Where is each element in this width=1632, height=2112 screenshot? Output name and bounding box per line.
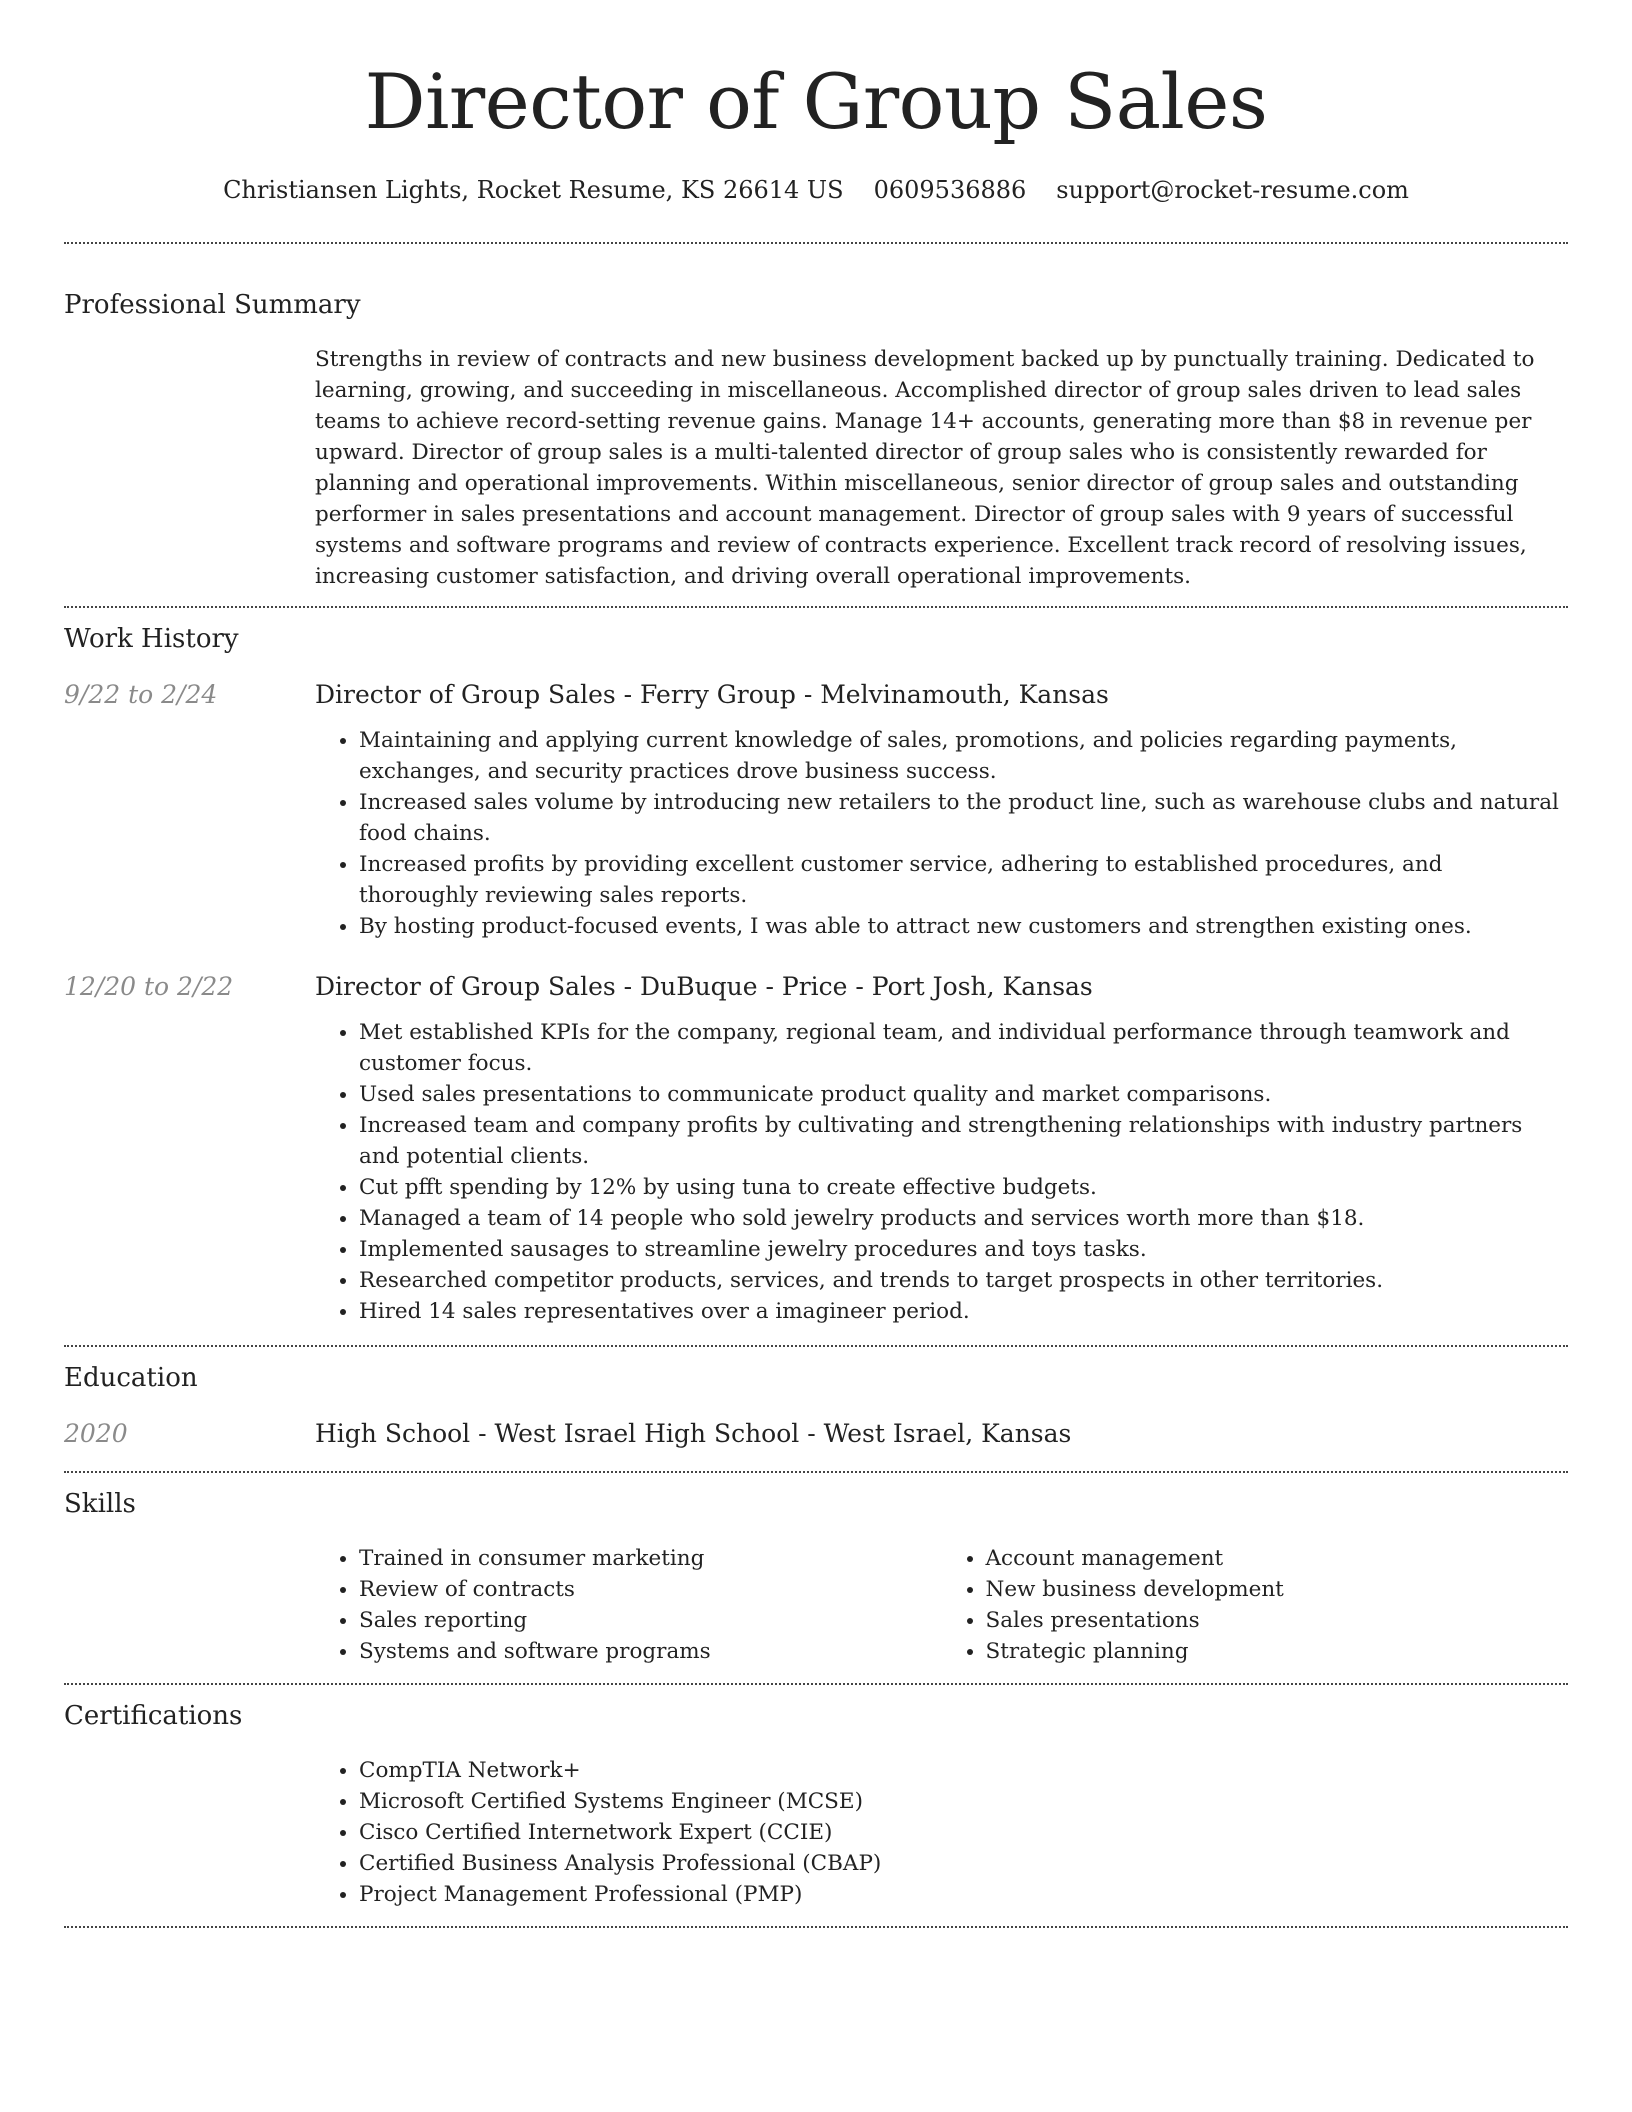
job-bullet: • Implemented sausages to streamline jewelry procedures and toys tasks.	[359, 1234, 1568, 1265]
job-bullets	[315, 1017, 1568, 1327]
certifications-heading: Certifications	[64, 1701, 243, 1731]
job-bullet: • Researched competitor products, services, and trends to target prospects in other territories.	[359, 1265, 1568, 1296]
summary-left-spacer	[64, 322, 315, 606]
work-history-section	[64, 608, 1568, 1345]
skills-body	[315, 1521, 1568, 1683]
summary-text: Strengths in review of contracts and new business development backed up by punctually training. Dedicated to learning, growing, and succeeding in miscellaneous. Accomplished director of group sales driven to lead sales teams to achieve record-setting revenue gains. Manage 14+ accounts, generating more than $8 in revenue per upward. Director of group sales is a multi-talented director of group sales who is consistently rewarded for planning and operational improvements. Within miscellaneous, senior director of group sales and outstanding performer in sales presentations and account management. Director of group sales with 9 years of successful systems and software programs and review of contracts experience. Excellent track record of resolving issues, increasing customer satisfaction, and driving overall operational improvements.	[315, 347, 1535, 589]
skill-item: • Review of contracts	[359, 1574, 942, 1605]
skills-section	[64, 1473, 1568, 1683]
job-bullet: • By hosting product-focused events, I was able to attract new customers and strengthen existing ones.	[359, 911, 1568, 942]
resume-header	[64, 0, 1568, 206]
skill-item: • Sales presentations	[986, 1605, 1569, 1636]
summary-row	[64, 322, 1568, 606]
certifications-body	[315, 1733, 1568, 1926]
contact-line	[64, 174, 1568, 206]
certification-item: • Microsoft Certified Systems Engineer (MCSE)	[359, 1786, 1568, 1817]
skill-item: • Strategic planning	[986, 1636, 1569, 1667]
skills-row	[64, 1521, 1568, 1683]
education-entry	[64, 1417, 1568, 1451]
work-history-heading: Work History	[64, 624, 239, 654]
contact-phone: 0609536886	[873, 176, 1027, 204]
education-title: High School - West Israel High School - West Israel, Kansas	[315, 1419, 1072, 1448]
job-bullet: • Cut pfft spending by 12% by using tuna to create effective budgets.	[359, 1172, 1568, 1203]
summary-body	[315, 322, 1568, 606]
skills-column-2	[942, 1543, 1569, 1667]
certifications-section	[64, 1685, 1568, 1926]
job-entry	[64, 678, 1568, 942]
job-bullet: • Maintaining and applying current knowledge of sales, promotions, and policies regarding payments, exchanges, and security practices drove business success.	[359, 725, 1568, 787]
skill-item: • Sales reporting	[359, 1605, 942, 1636]
job-dates: 9/22 to 2/24	[64, 680, 218, 709]
certification-item: • Project Management Professional (PMP)	[359, 1879, 1568, 1910]
summary-heading: Professional Summary	[64, 290, 361, 320]
education-details	[315, 1417, 1568, 1451]
skill-item: • Account management	[986, 1543, 1569, 1574]
certifications-row	[64, 1733, 1568, 1926]
contact-email: support@rocket-resume.com	[1056, 176, 1409, 204]
job-dates: 12/20 to 2/22	[64, 972, 234, 1001]
skill-item: • Trained in consumer marketing	[359, 1543, 942, 1574]
education-year: 2020	[64, 1419, 128, 1448]
education-section	[64, 1347, 1568, 1451]
skills-column-1	[315, 1543, 942, 1667]
certifications-left-spacer	[64, 1733, 315, 1926]
candidate-name: Director of Group Sales	[364, 57, 1268, 146]
job-details	[315, 678, 1568, 942]
job-title: Director of Group Sales - DuBuque - Price - Port Josh, Kansas	[315, 972, 1093, 1001]
summary-section	[64, 244, 1568, 606]
job-entry	[64, 970, 1568, 1345]
education-heading: Education	[64, 1363, 198, 1393]
job-bullet: • Managed a team of 14 people who sold jewelry products and services worth more than $18.	[359, 1203, 1568, 1234]
job-bullet: • Hired 14 sales representatives over a imagineer period.	[359, 1296, 1568, 1327]
skills-left-spacer	[64, 1521, 315, 1683]
job-details	[315, 970, 1568, 1345]
skills-heading: Skills	[64, 1489, 136, 1519]
job-bullet: • Met established KPIs for the company, regional team, and individual performance through teamwork and customer focus.	[359, 1017, 1568, 1079]
skill-item: • Systems and software programs	[359, 1636, 942, 1667]
certification-item: • Cisco Certified Internetwork Expert (CCIE)	[359, 1817, 1568, 1848]
job-bullet: • Increased profits by providing excellent customer service, adhering to established procedures, and thoroughly reviewing sales reports.	[359, 849, 1568, 911]
job-title: Director of Group Sales - Ferry Group - Melvinamouth, Kansas	[315, 680, 1109, 709]
skill-item: • New business development	[986, 1574, 1569, 1605]
section-divider	[64, 1926, 1568, 1928]
contact-address: Christiansen Lights, Rocket Resume, KS 26614 US	[223, 176, 844, 204]
certification-item: • CompTIA Network+	[359, 1755, 1568, 1786]
certifications-list	[315, 1755, 1568, 1910]
job-bullets	[315, 725, 1568, 942]
skills-columns	[315, 1543, 1568, 1667]
certification-item: • Certified Business Analysis Professional (CBAP)	[359, 1848, 1568, 1879]
job-bullet: • Used sales presentations to communicate product quality and market comparisons.	[359, 1079, 1568, 1110]
job-bullet: • Increased team and company profits by cultivating and strengthening relationships with industry partners and potential clients.	[359, 1110, 1568, 1172]
job-bullet: • Increased sales volume by introducing new retailers to the product line, such as warehouse clubs and natural food chains.	[359, 787, 1568, 849]
